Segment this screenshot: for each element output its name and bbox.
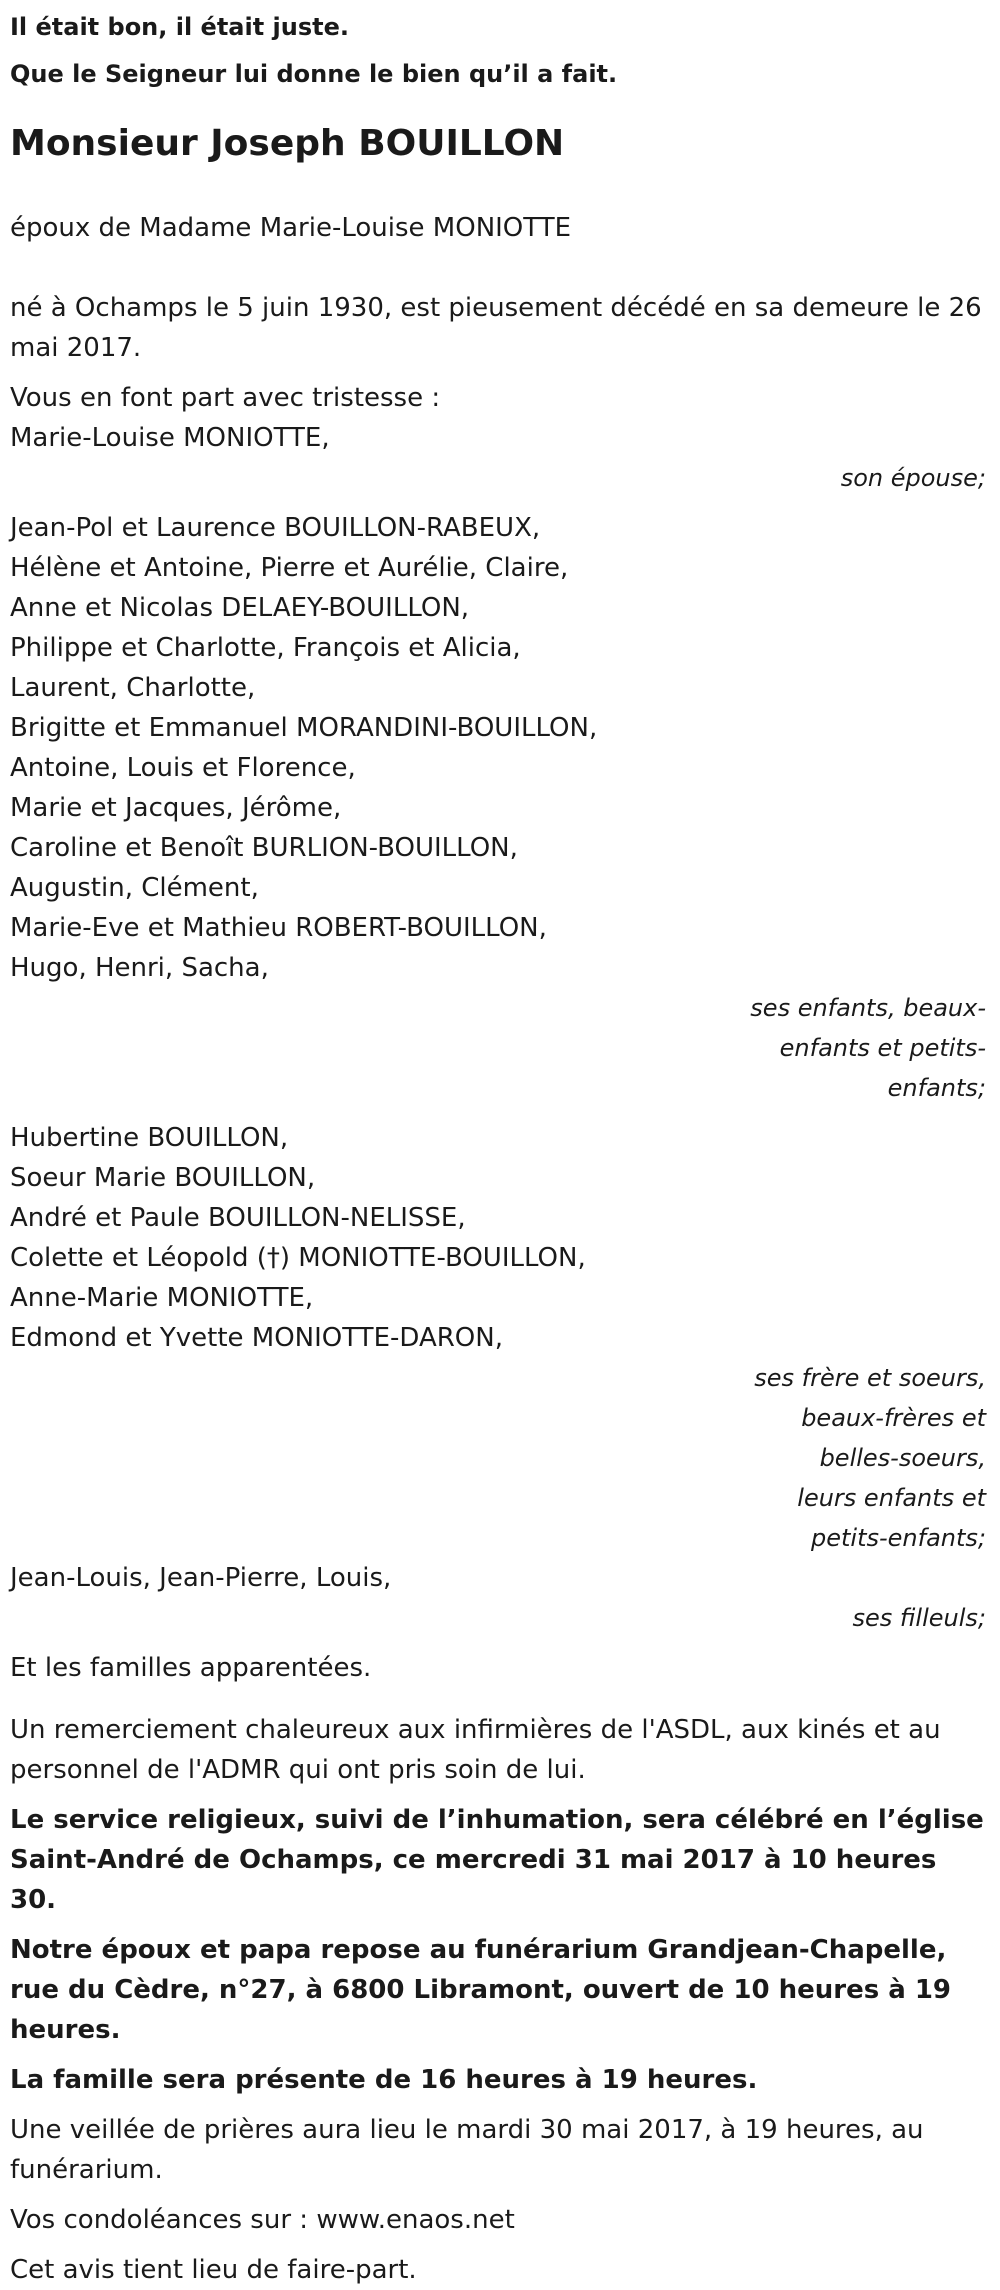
- spouse-relation: son épouse;: [840, 464, 986, 492]
- list-item: Hubertine BOUILLON,: [10, 1123, 289, 1153]
- list-item: Anne et Nicolas DELAEY-BOUILLON,: [10, 593, 470, 623]
- children-relation: [10, 988, 990, 1108]
- list-item: Edmond et Yvette MONIOTTE-DARON,: [10, 1323, 503, 1353]
- relation-line: ses frère et soeurs,: [754, 1364, 986, 1392]
- list-item: Anne-Marie MONIOTTE,: [10, 1283, 314, 1313]
- list-item: Marie-Eve et Mathieu ROBERT-BOUILLON,: [10, 913, 547, 943]
- list-item: Hélène et Antoine, Pierre et Aurélie, Claire,: [10, 553, 569, 583]
- list-item: Laurent, Charlotte,: [10, 673, 256, 703]
- list-item: Brigitte et Emmanuel MORANDINI-BOUILLON,: [10, 713, 598, 743]
- list-item: Caroline et Benoît BURLION-BOUILLON,: [10, 833, 518, 863]
- spouse-name: Marie-Louise MONIOTTE,: [10, 423, 330, 453]
- birth-death-statement: né à Ochamps le 5 juin 1930, est pieusement décédé en sa demeure le 26 mai 2017.: [10, 293, 982, 363]
- families-line: Et les familles apparentées.: [10, 1653, 372, 1683]
- thanks-paragraph: Un remerciement chaleureux aux infirmières de l'ASDL, aux kinés et au personnel de l'ADMR qui ont pris soin de lui.: [10, 1715, 941, 1785]
- relation-line: petits-enfants;: [811, 1524, 986, 1552]
- godchildren-relation: ses filleuls;: [852, 1604, 986, 1632]
- vigil-paragraph: Une veillée de prières aura lieu le mardi 30 mai 2017, à 19 heures, au funérarium.: [10, 2115, 924, 2185]
- list-item: Colette et Léopold (†) MONIOTTE-BOUILLON,: [10, 1243, 586, 1273]
- list-item: André et Paule BOUILLON-NELISSE,: [10, 1203, 466, 1233]
- epigraph-line-2: Que le Seigneur lui donne le bien qu’il a fait.: [10, 60, 618, 88]
- list-item: Marie et Jacques, Jérôme,: [10, 793, 342, 823]
- deceased-name: Monsieur Joseph BOUILLON: [10, 123, 565, 164]
- epigraph-line-1: Il était bon, il était juste.: [10, 13, 350, 41]
- siblings-relation: [10, 1358, 990, 1558]
- relation-line: ses enfants, beaux-: [750, 994, 986, 1022]
- closing-line: Cet avis tient lieu de faire-part.: [10, 2255, 417, 2285]
- list-item: Soeur Marie BOUILLON,: [10, 1163, 316, 1193]
- funeral-home-paragraph: Notre époux et papa repose au funérarium Grandjean-Chapelle, rue du Cèdre, n°27, à 6800 Libramont, ouvert de 10 heures à 19 heures.: [10, 1935, 952, 2045]
- list-item: Antoine, Louis et Florence,: [10, 753, 356, 783]
- relation-line: beaux-frères et: [801, 1404, 986, 1432]
- family-present-line: La famille sera présente de 16 heures à 19 heures.: [10, 2065, 758, 2095]
- relation-line: belles-soeurs,: [819, 1444, 986, 1472]
- spouse-line: époux de Madame Marie-Louise MONIOTTE: [10, 213, 572, 243]
- relation-line: enfants;: [887, 1074, 986, 1102]
- list-item: Hugo, Henri, Sacha,: [10, 953, 269, 983]
- relation-line: leurs enfants et: [797, 1484, 986, 1512]
- list-item: Augustin, Clément,: [10, 873, 259, 903]
- service-paragraph: Le service religieux, suivi de l’inhumation, sera célébré en l’église Saint-André de Ochamps, ce mercredi 31 mai 2017 à 10 heures 30.: [10, 1805, 984, 1915]
- list-item: Philippe et Charlotte, François et Alicia,: [10, 633, 521, 663]
- relation-line: enfants et petits-: [779, 1034, 986, 1062]
- godchildren-names: Jean-Louis, Jean-Pierre, Louis,: [10, 1563, 392, 1593]
- siblings-list: [10, 1118, 990, 1358]
- list-item: Jean-Pol et Laurence BOUILLON-RABEUX,: [10, 513, 541, 543]
- children-list: [10, 508, 990, 988]
- condolences-line[interactable]: Vos condoléances sur : www.enaos.net: [10, 2205, 515, 2235]
- announcement: Vous en font part avec tristesse :: [10, 383, 441, 413]
